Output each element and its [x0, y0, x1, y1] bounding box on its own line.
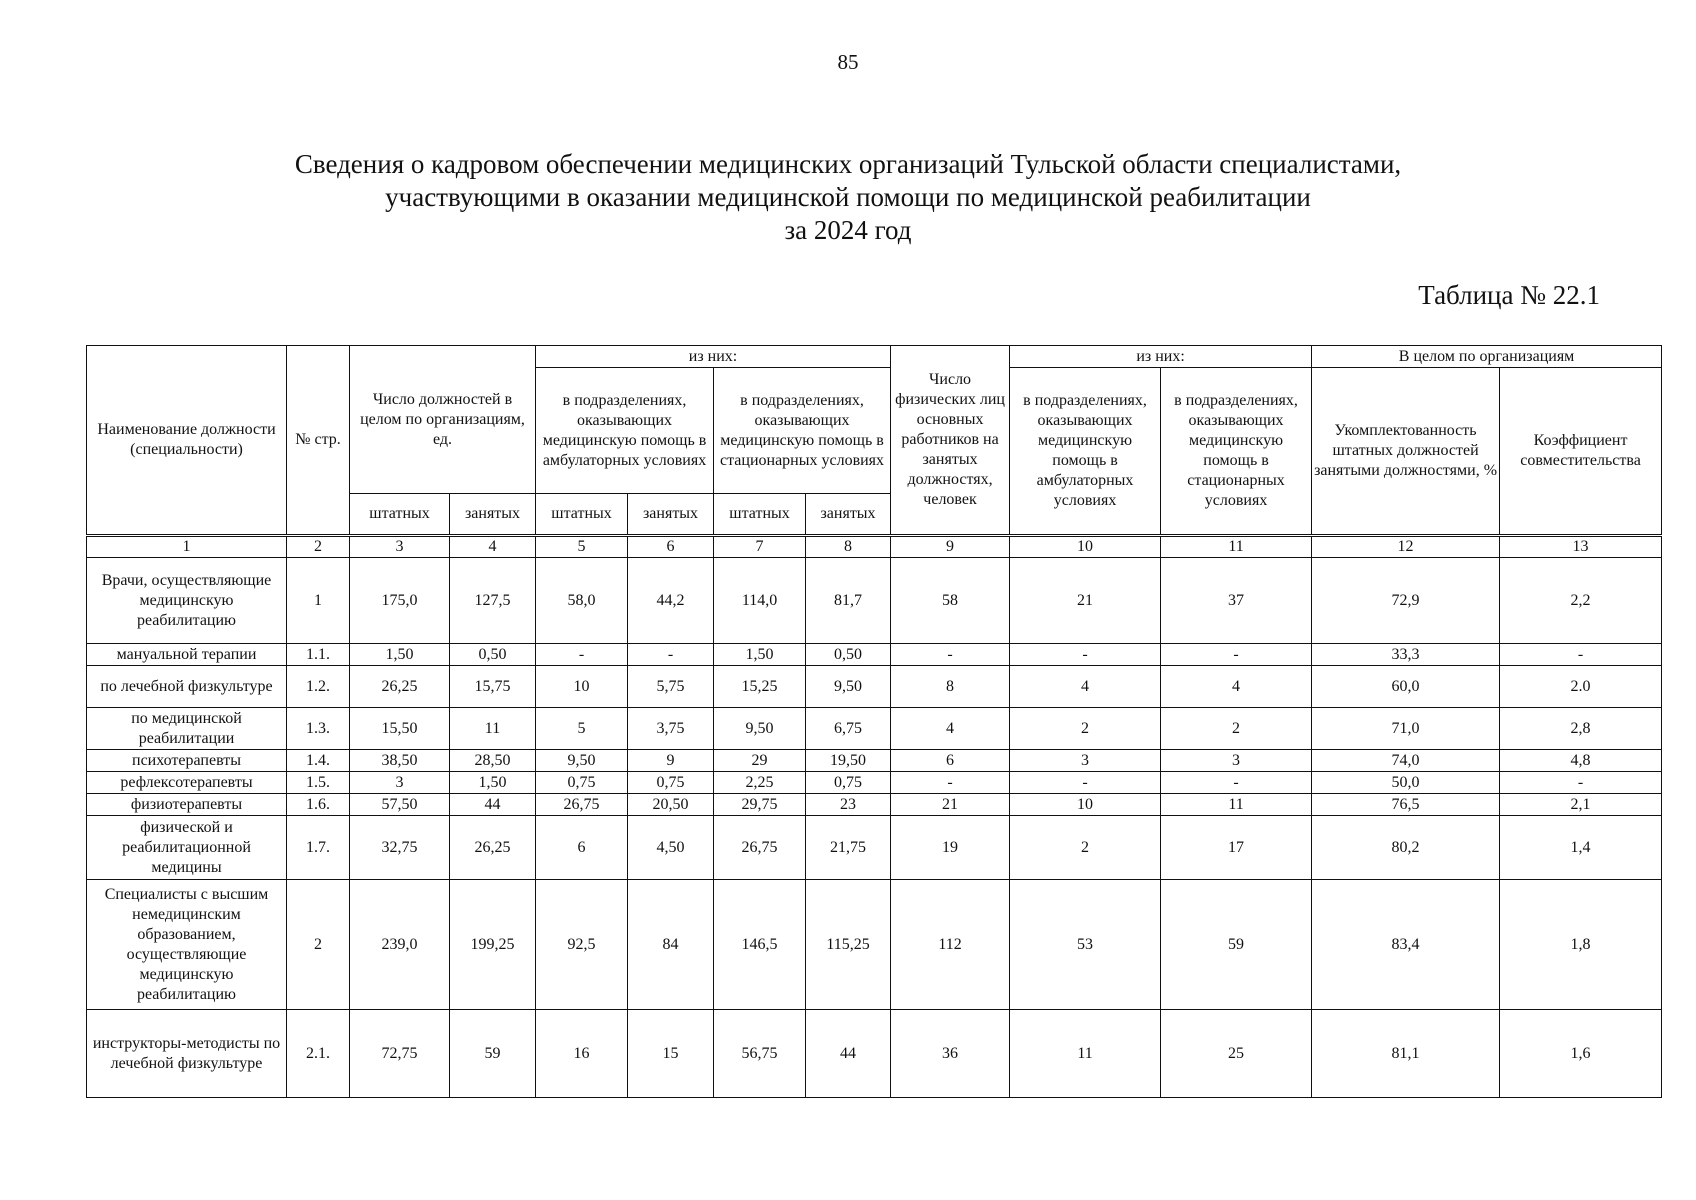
position-name-cell: психотерапевты — [87, 750, 287, 772]
value-cell: 33,3 — [1312, 644, 1500, 666]
value-cell: 15 — [628, 1010, 714, 1098]
position-name-cell: физической и реабилитационной медицины — [87, 816, 287, 880]
value-cell: 3 — [1161, 750, 1312, 772]
value-cell: 4 — [891, 708, 1010, 750]
value-cell: 19,50 — [806, 750, 891, 772]
header-overall: В целом по организациям — [1312, 346, 1662, 368]
column-number: 11 — [1161, 536, 1312, 558]
value-cell: 72,75 — [350, 1010, 450, 1098]
row-number-cell: 1 — [287, 558, 350, 644]
value-cell: 92,5 — [536, 880, 628, 1010]
value-cell: 37 — [1161, 558, 1312, 644]
position-name-cell: мануальной терапии — [87, 644, 287, 666]
position-name-cell: инструкторы-методисты по лечебной физкультуре — [87, 1010, 287, 1098]
row-number-cell: 1.1. — [287, 644, 350, 666]
table-row — [87, 558, 1662, 644]
document-title — [0, 148, 1696, 247]
value-cell: 71,0 — [1312, 708, 1500, 750]
value-cell: 127,5 — [450, 558, 536, 644]
value-cell: - — [1500, 772, 1662, 794]
value-cell: 15,75 — [450, 666, 536, 708]
value-cell: - — [1161, 644, 1312, 666]
value-cell: 114,0 — [714, 558, 806, 644]
value-cell: 4 — [1161, 666, 1312, 708]
value-cell: 21 — [891, 794, 1010, 816]
row-number-cell: 1.3. — [287, 708, 350, 750]
column-number: 3 — [350, 536, 450, 558]
value-cell: 17 — [1161, 816, 1312, 880]
header-row-no: № стр. — [287, 346, 350, 536]
value-cell: 26,25 — [450, 816, 536, 880]
table-row — [87, 816, 1662, 880]
position-name-cell: по медицинской реабилитации — [87, 708, 287, 750]
value-cell: 57,50 — [350, 794, 450, 816]
value-cell: 36 — [891, 1010, 1010, 1098]
header-name: Наименование должности (специальности) — [87, 346, 287, 536]
table-row — [87, 880, 1662, 1010]
header-ambulatory: в подразделениях, оказывающих медицинскую помощь в амбулаторных условиях — [536, 368, 714, 494]
row-number-cell: 1.2. — [287, 666, 350, 708]
value-cell: 11 — [1161, 794, 1312, 816]
title-line: участвующими в оказании медицинской помощи по медицинской реабилитации — [385, 182, 1311, 212]
value-cell: 28,50 — [450, 750, 536, 772]
table-label: Таблица № 22.1 — [1418, 280, 1600, 310]
header-inpatient-persons: в подразделениях, оказывающих медицинскую помощь в стационарных условиях — [1161, 368, 1312, 536]
header-occupied: занятых — [806, 494, 891, 536]
column-number: 1 — [87, 536, 287, 558]
column-number: 5 — [536, 536, 628, 558]
header-positions-total: Число должностей в целом по организациям, ед. — [350, 346, 536, 494]
value-cell: 6,75 — [806, 708, 891, 750]
value-cell: 25 — [1161, 1010, 1312, 1098]
value-cell: 1,4 — [1500, 816, 1662, 880]
table-row — [87, 794, 1662, 816]
value-cell: - — [891, 644, 1010, 666]
value-cell: 2 — [1010, 708, 1161, 750]
header-staff: штатных — [714, 494, 806, 536]
value-cell: - — [628, 644, 714, 666]
position-name-cell: Специалисты с высшим немедицинским образованием, осуществляющие медицинскую реабилитацию — [87, 880, 287, 1010]
value-cell: 6 — [536, 816, 628, 880]
column-number: 7 — [714, 536, 806, 558]
value-cell: 1,50 — [450, 772, 536, 794]
value-cell: 44,2 — [628, 558, 714, 644]
value-cell: 21,75 — [806, 816, 891, 880]
value-cell: 8 — [891, 666, 1010, 708]
value-cell: 2 — [1010, 816, 1161, 880]
value-cell: 81,1 — [1312, 1010, 1500, 1098]
value-cell: 16 — [536, 1010, 628, 1098]
value-cell: 26,75 — [714, 816, 806, 880]
column-number: 9 — [891, 536, 1010, 558]
value-cell: 15,25 — [714, 666, 806, 708]
value-cell: 3 — [350, 772, 450, 794]
value-cell: 58 — [891, 558, 1010, 644]
column-number: 13 — [1500, 536, 1662, 558]
value-cell: 0,50 — [806, 644, 891, 666]
header-of-them: из них: — [1010, 346, 1312, 368]
value-cell: 1,50 — [350, 644, 450, 666]
column-number: 8 — [806, 536, 891, 558]
value-cell: 1,6 — [1500, 1010, 1662, 1098]
value-cell: 83,4 — [1312, 880, 1500, 1010]
value-cell: 59 — [450, 1010, 536, 1098]
header-coefficient: Коэффициент совместительства — [1500, 368, 1662, 536]
value-cell: 1,8 — [1500, 880, 1662, 1010]
value-cell: 26,25 — [350, 666, 450, 708]
table-row — [87, 772, 1662, 794]
value-cell: 112 — [891, 880, 1010, 1010]
position-name-cell: Врачи, осуществляющие медицинскую реабилитацию — [87, 558, 287, 644]
column-number: 6 — [628, 536, 714, 558]
value-cell: 60,0 — [1312, 666, 1500, 708]
header-inpatient: в подразделениях, оказывающих медицинскую помощь в стационарных условиях — [714, 368, 891, 494]
value-cell: - — [1010, 644, 1161, 666]
column-number: 12 — [1312, 536, 1500, 558]
value-cell: 56,75 — [714, 1010, 806, 1098]
table-row — [87, 750, 1662, 772]
value-cell: 81,7 — [806, 558, 891, 644]
value-cell: 0,75 — [806, 772, 891, 794]
row-number-cell: 1.4. — [287, 750, 350, 772]
value-cell: 10 — [536, 666, 628, 708]
row-number-cell: 1.7. — [287, 816, 350, 880]
value-cell: 9,50 — [806, 666, 891, 708]
value-cell: 5,75 — [628, 666, 714, 708]
value-cell: 4,8 — [1500, 750, 1662, 772]
value-cell: 84 — [628, 880, 714, 1010]
value-cell: 6 — [891, 750, 1010, 772]
page-number: 85 — [837, 50, 859, 74]
value-cell: 9,50 — [536, 750, 628, 772]
column-number: 10 — [1010, 536, 1161, 558]
title-line: за 2024 год — [784, 215, 912, 245]
position-name-cell: физиотерапевты — [87, 794, 287, 816]
header-staff: штатных — [536, 494, 628, 536]
value-cell: 2.0 — [1500, 666, 1662, 708]
table-row — [87, 666, 1662, 708]
row-number-cell: 1.5. — [287, 772, 350, 794]
table-row — [87, 708, 1662, 750]
header-staff: штатных — [350, 494, 450, 536]
header-occupied: занятых — [450, 494, 536, 536]
value-cell: 0,75 — [628, 772, 714, 794]
value-cell: 9,50 — [714, 708, 806, 750]
value-cell: 23 — [806, 794, 891, 816]
row-number-cell: 2.1. — [287, 1010, 350, 1098]
value-cell: 11 — [1010, 1010, 1161, 1098]
value-cell: 2,25 — [714, 772, 806, 794]
value-cell: - — [1010, 772, 1161, 794]
header-of-them: из них: — [536, 346, 891, 368]
column-number: 2 — [287, 536, 350, 558]
value-cell: 0,75 — [536, 772, 628, 794]
value-cell: 80,2 — [1312, 816, 1500, 880]
value-cell: 0,50 — [450, 644, 536, 666]
value-cell: 53 — [1010, 880, 1161, 1010]
header-ambulatory-persons: в подразделениях, оказывающих медицинскую помощь в амбулаторных условиях — [1010, 368, 1161, 536]
value-cell: 74,0 — [1312, 750, 1500, 772]
value-cell: 10 — [1010, 794, 1161, 816]
value-cell: 38,50 — [350, 750, 450, 772]
value-cell: 2,8 — [1500, 708, 1662, 750]
table-row — [87, 644, 1662, 666]
title-line: Сведения о кадровом обеспечении медицинских организаций Тульской области специалистами, — [294, 149, 1402, 179]
value-cell: 50,0 — [1312, 772, 1500, 794]
staffing-table — [86, 345, 1662, 1098]
value-cell: 9 — [628, 750, 714, 772]
value-cell: 2,1 — [1500, 794, 1662, 816]
value-cell: 29,75 — [714, 794, 806, 816]
value-cell: 175,0 — [350, 558, 450, 644]
row-number-cell: 1.6. — [287, 794, 350, 816]
value-cell: 72,9 — [1312, 558, 1500, 644]
value-cell: 4,50 — [628, 816, 714, 880]
value-cell: 115,25 — [806, 880, 891, 1010]
value-cell: 199,25 — [450, 880, 536, 1010]
value-cell: 15,50 — [350, 708, 450, 750]
value-cell: - — [891, 772, 1010, 794]
value-cell: 44 — [450, 794, 536, 816]
value-cell: - — [1161, 772, 1312, 794]
value-cell: 3 — [1010, 750, 1161, 772]
column-number-row — [87, 536, 1662, 558]
value-cell: 19 — [891, 816, 1010, 880]
value-cell: 21 — [1010, 558, 1161, 644]
value-cell: 4 — [1010, 666, 1161, 708]
position-name-cell: по лечебной физкультуре — [87, 666, 287, 708]
table-row — [87, 1010, 1662, 1098]
header-staffing: Укомплектованность штатных должностей занятыми должностями, % — [1312, 368, 1500, 536]
row-number-cell: 2 — [287, 880, 350, 1010]
value-cell: 1,50 — [714, 644, 806, 666]
value-cell: 29 — [714, 750, 806, 772]
value-cell: 58,0 — [536, 558, 628, 644]
value-cell: 146,5 — [714, 880, 806, 1010]
value-cell: 2,2 — [1500, 558, 1662, 644]
value-cell: 20,50 — [628, 794, 714, 816]
value-cell: - — [1500, 644, 1662, 666]
value-cell: 44 — [806, 1010, 891, 1098]
value-cell: 3,75 — [628, 708, 714, 750]
value-cell: 2 — [1161, 708, 1312, 750]
value-cell: - — [536, 644, 628, 666]
header-occupied: занятых — [628, 494, 714, 536]
value-cell: 239,0 — [350, 880, 450, 1010]
column-number: 4 — [450, 536, 536, 558]
value-cell: 59 — [1161, 880, 1312, 1010]
value-cell: 11 — [450, 708, 536, 750]
value-cell: 5 — [536, 708, 628, 750]
value-cell: 32,75 — [350, 816, 450, 880]
header-physical-persons: Число физических лиц основных работников на занятых должностях, человек — [891, 346, 1010, 536]
position-name-cell: рефлексотерапевты — [87, 772, 287, 794]
value-cell: 76,5 — [1312, 794, 1500, 816]
value-cell: 26,75 — [536, 794, 628, 816]
